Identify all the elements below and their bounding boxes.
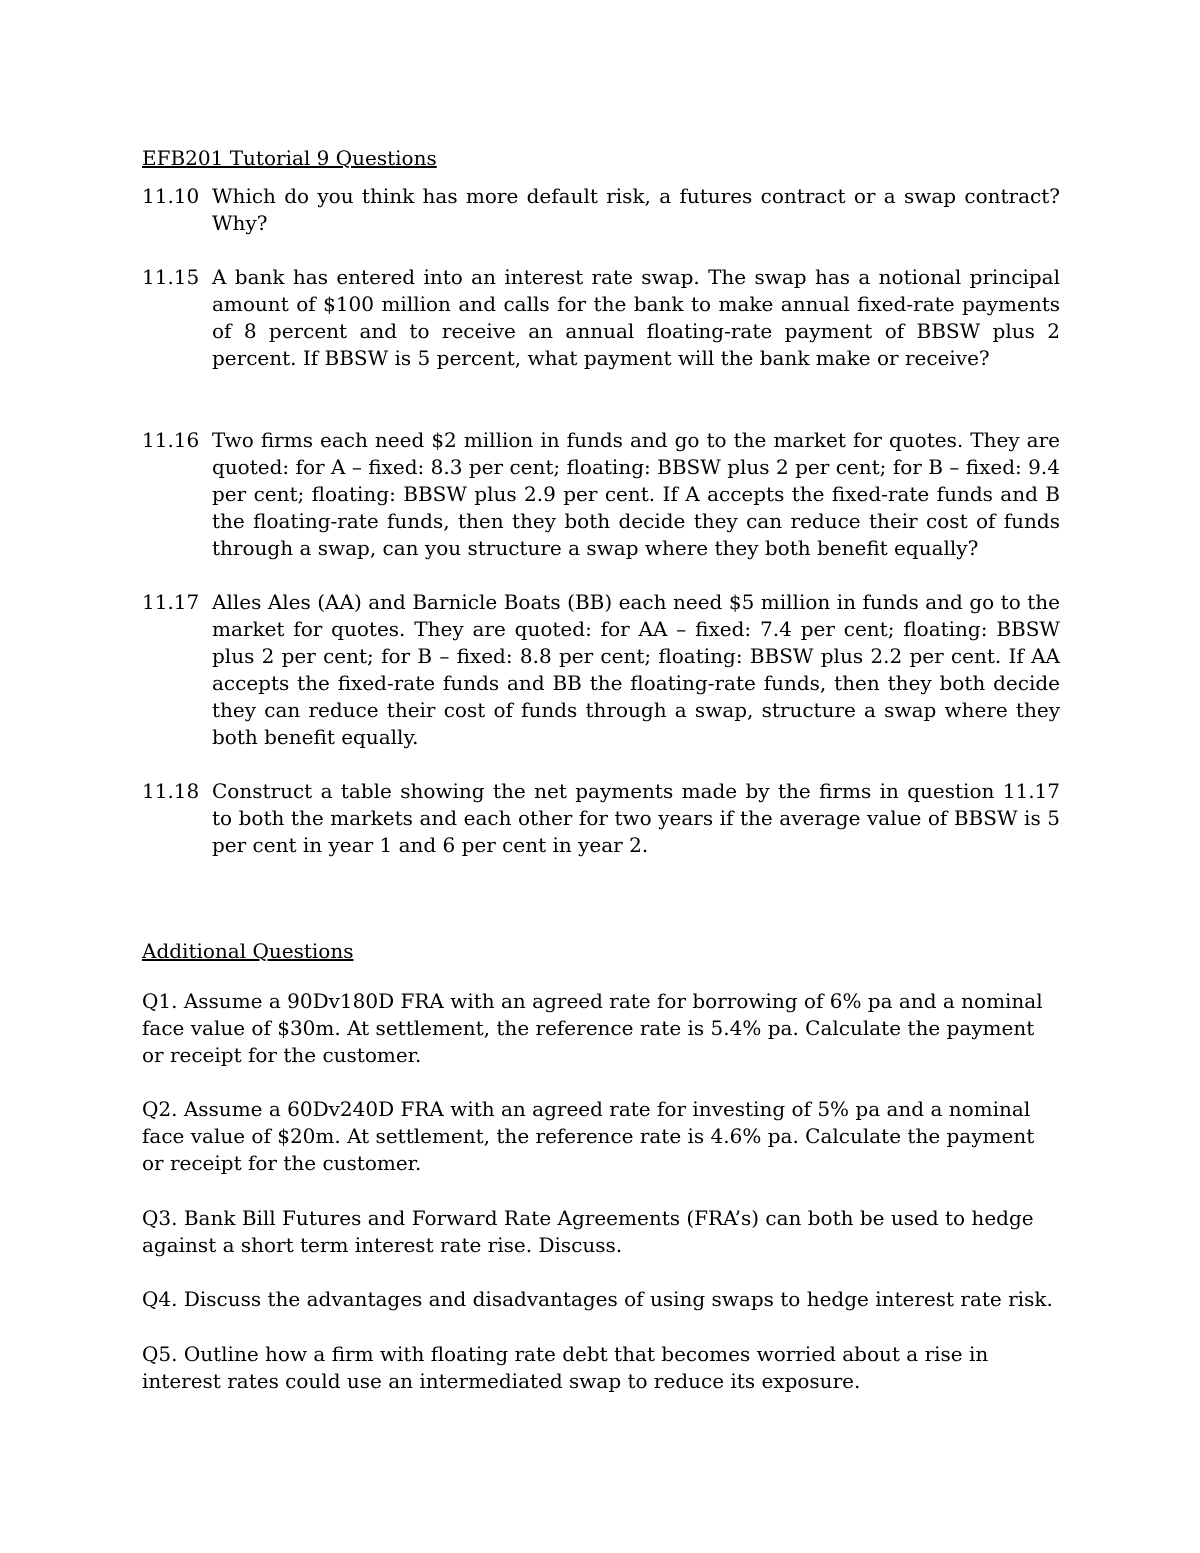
question-number: 11.10 [142,184,200,208]
question-number: 11.17 [142,590,200,614]
question-number: 11.16 [142,428,200,452]
question-text: A bank has entered into an interest rate swap. The swap has a notional principal amount of $100 million and calls for the bank to make annual fixed-rate payments of 8 percent and to receive an annual floating-rate payment of BBSW plus 2 percent. If BBSW is 5 percent, what payment will the bank make or receive? [212,265,1060,370]
question-number: 11.15 [142,265,200,289]
question-text: Alles Ales (AA) and Barnicle Boats (BB) each need $5 million in funds and go to the market for quotes. They are quoted: for AA – fixed: 7.4 per cent; floating: BBSW plus 2 per cent; for B – fixed: 8.8 per cent; floating: BBSW plus 2.2 per cent. If AA accepts the fixed-rate funds and BB the floating-rate funds, then they both decide they can reduce their cost of funds through a swap, structure a swap where they both benefit equally. [212,590,1060,749]
question-number: 11.18 [142,779,200,803]
additional-question-q3: Q3. Bank Bill Futures and Forward Rate Agreements (FRA’s) can both be used to hedge against a short term interest rate rise. Discuss. [142,1206,1034,1257]
additional-question-q1: Q1. Assume a 90Dv180D FRA with an agreed rate for borrowing of 6% pa and a nominal face value of $30m. At settlement, the reference rate is 5.4% pa. Calculate the payment or receipt for the customer. [142,989,1043,1067]
question-text: Two firms each need $2 million in funds and go to the market for quotes. They are quoted: for A – fixed: 8.3 per cent; floating: BBSW plus 2 per cent; for B – fixed: 9.4 per cent; floating: BBSW plus 2.9 per cent. If A accepts the fixed-rate funds and B the floating-rate funds, then they both decide they can reduce their cost of funds through a swap, can you structure a swap where they both benefit equally? [212,428,1060,560]
question-11-15 [142,264,1062,372]
question-text: Which do you think has more default risk, a futures contract or a swap contract? Why? [212,184,1060,235]
question-11-10 [142,183,1062,237]
additional-questions-heading: Additional Questions [142,939,354,963]
additional-question-q2: Q2. Assume a 60Dv240D FRA with an agreed rate for investing of 5% pa and a nominal face value of $20m. At settlement, the reference rate is 4.6% pa. Calculate the payment or receipt for the customer. [142,1097,1035,1175]
question-11-18 [142,778,1062,859]
question-11-16 [142,427,1062,562]
question-text: Construct a table showing the net payments made by the firms in question 11.17 to both the markets and each other for two years if the average value of BBSW is 5 per cent in year 1 and 6 per cent in year 2. [212,779,1060,857]
document-title: EFB201 Tutorial 9 Questions [142,146,437,170]
additional-question-q4: Q4. Discuss the advantages and disadvantages of using swaps to hedge interest rate risk. [142,1287,1053,1311]
question-11-17 [142,589,1062,751]
additional-question-q5: Q5. Outline how a firm with floating rate debt that becomes worried about a rise in interest rates could use an intermediated swap to reduce its exposure. [142,1342,989,1393]
